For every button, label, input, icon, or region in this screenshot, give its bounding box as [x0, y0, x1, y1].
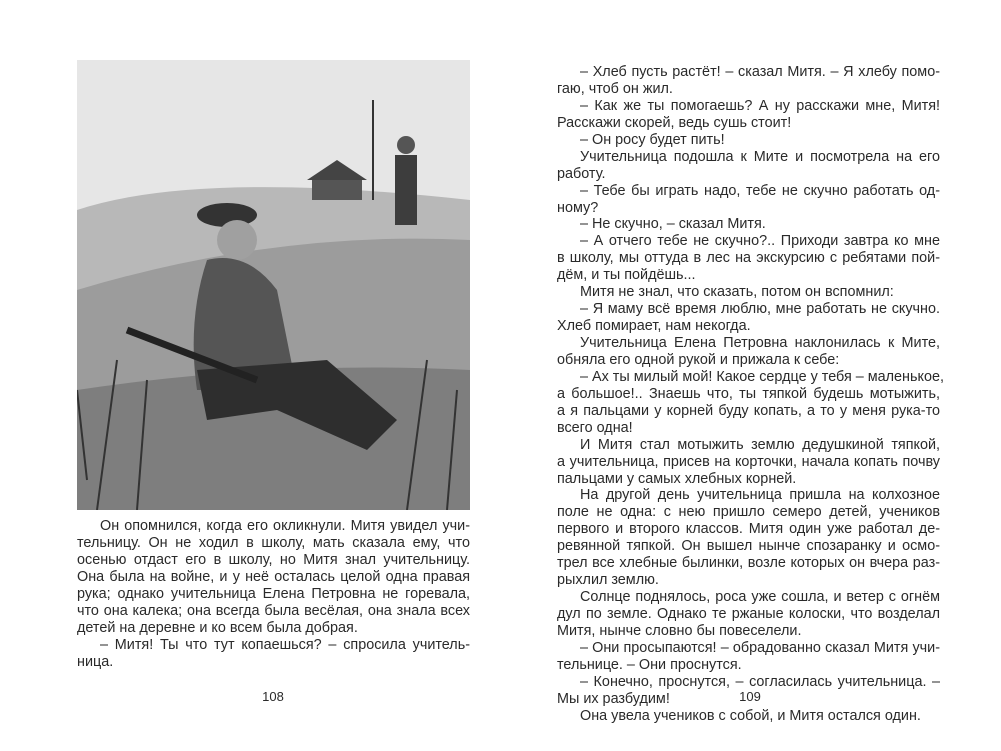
left-page-text	[77, 518, 470, 670]
text-line: Хлеб помирает, нам некогда.	[557, 318, 751, 335]
text-line: всего одна!	[557, 419, 633, 436]
text-line: трел все хлебные былинки, возле которых он вчера раз-	[557, 555, 940, 572]
text-line: ница.	[77, 653, 114, 670]
left-page	[0, 0, 500, 751]
text-line: в школу, мы оттуда в лес на экскурсию с ребятами пой-	[557, 250, 940, 267]
text-line: рыхлил землю.	[557, 572, 659, 589]
text-line: детей на деревне и ко всем была добрая.	[77, 619, 358, 636]
text-line: Солнце поднялось, роса уже сошла, и ветер с огнём	[580, 589, 940, 606]
illustration-drawing	[77, 60, 470, 510]
text-line: работу.	[557, 165, 606, 182]
text-line: – Конечно, проснутся, – согласилась учительница. –	[580, 673, 940, 690]
text-line: что она калека; она всегда была весёлая, она знала всех	[77, 602, 470, 619]
text-line: И Митя стал мотыжить землю дедушкиной тяпкой,	[580, 436, 940, 453]
text-line: Митя не знал, что сказать, потом он вспомнил:	[580, 284, 894, 301]
text-line: – Хлеб пусть растёт! – сказал Митя. – Я хлебу помо-	[580, 64, 940, 80]
text-line: Расскажи скорей, ведь сушь стоит!	[557, 114, 792, 131]
text-line: а я пальцами у корней буду копать, а то у меня рука-то	[557, 402, 940, 419]
text-line: – Как же ты помогаешь? А ну расскажи мне, Митя!	[580, 97, 940, 114]
right-page	[500, 0, 1001, 751]
text-line: Мы их разбудим!	[557, 690, 670, 707]
text-line: поле не одна: с нею пришло семеро детей, учеников	[557, 504, 940, 521]
text-line: Учительница Елена Петровна наклонилась к Мите,	[580, 335, 940, 351]
text-line: осенью отдаст его в школу, но Митя знал учительницу.	[77, 551, 470, 568]
text-line: а большое!.. Знаешь что, ты тяпкой будешь мотыжить,	[557, 385, 940, 402]
text-line: первого и второго классов. Митя один уже работал де-	[557, 521, 940, 538]
text-line: гаю, чтоб он жил.	[557, 80, 673, 97]
text-line: – А отчего тебе не скучно?.. Приходи завтра ко мне	[580, 233, 940, 250]
text-line: Она увела учеников с собой, и Митя остался один.	[580, 707, 921, 724]
text-line: Митя, нынче словно бы повеселели.	[557, 622, 802, 639]
text-line: – Тебе бы играть надо, тебе не скучно работать од-	[580, 182, 940, 199]
text-line: – Ах ты милый мой! Какое сердце у тебя – маленькое,	[580, 368, 944, 385]
text-line: – Не скучно, – сказал Митя.	[580, 216, 766, 233]
text-line: а учительница, присев на корточки, начала копать почву	[557, 453, 940, 470]
text-line: Учительница подошла к Мите и посмотрела на его	[580, 148, 940, 165]
illustration-boy-digging	[77, 60, 470, 510]
text-line: пальцами у самых хлебных корней.	[557, 470, 797, 487]
text-line: тельнице. – Они проснутся.	[557, 656, 742, 673]
text-line: рука; однако учительница Елена Петровна не горевала,	[77, 585, 470, 602]
text-line: обняла его одной рукой и прижала к себе:	[557, 351, 840, 368]
text-line: На другой день учительница пришла на колхозное	[580, 487, 940, 504]
text-line: – Он росу будет пить!	[580, 131, 725, 148]
text-line: – Я маму всё время люблю, мне работать не скучно.	[580, 301, 940, 318]
text-line: Она была на войне, и у неё осталась целой одна правая	[77, 568, 470, 585]
text-line: ному?	[557, 199, 599, 216]
text-line: дул по земле. Однако те ржаные колоски, что возделал	[557, 606, 940, 622]
text-line: – Митя! Ты что тут копаешься? – спросила учитель-	[100, 636, 470, 653]
text-line: тельницу. Он не ходил в школу, мать сказала ему, что	[77, 534, 470, 551]
right-page-text	[557, 64, 944, 725]
page-number: 109	[739, 689, 761, 704]
text-line: – Они просыпаются! – обрадованно сказал Митя учи-	[580, 639, 940, 656]
page-number: 108	[262, 689, 284, 704]
text-line: Он опомнился, когда его окликнули. Митя увидел учи-	[100, 518, 470, 534]
text-line: дём, и ты пойдёшь...	[557, 267, 696, 284]
text-line: ревянной тяпкой. Он вышел нынче спозаранку и осмо-	[557, 538, 940, 555]
